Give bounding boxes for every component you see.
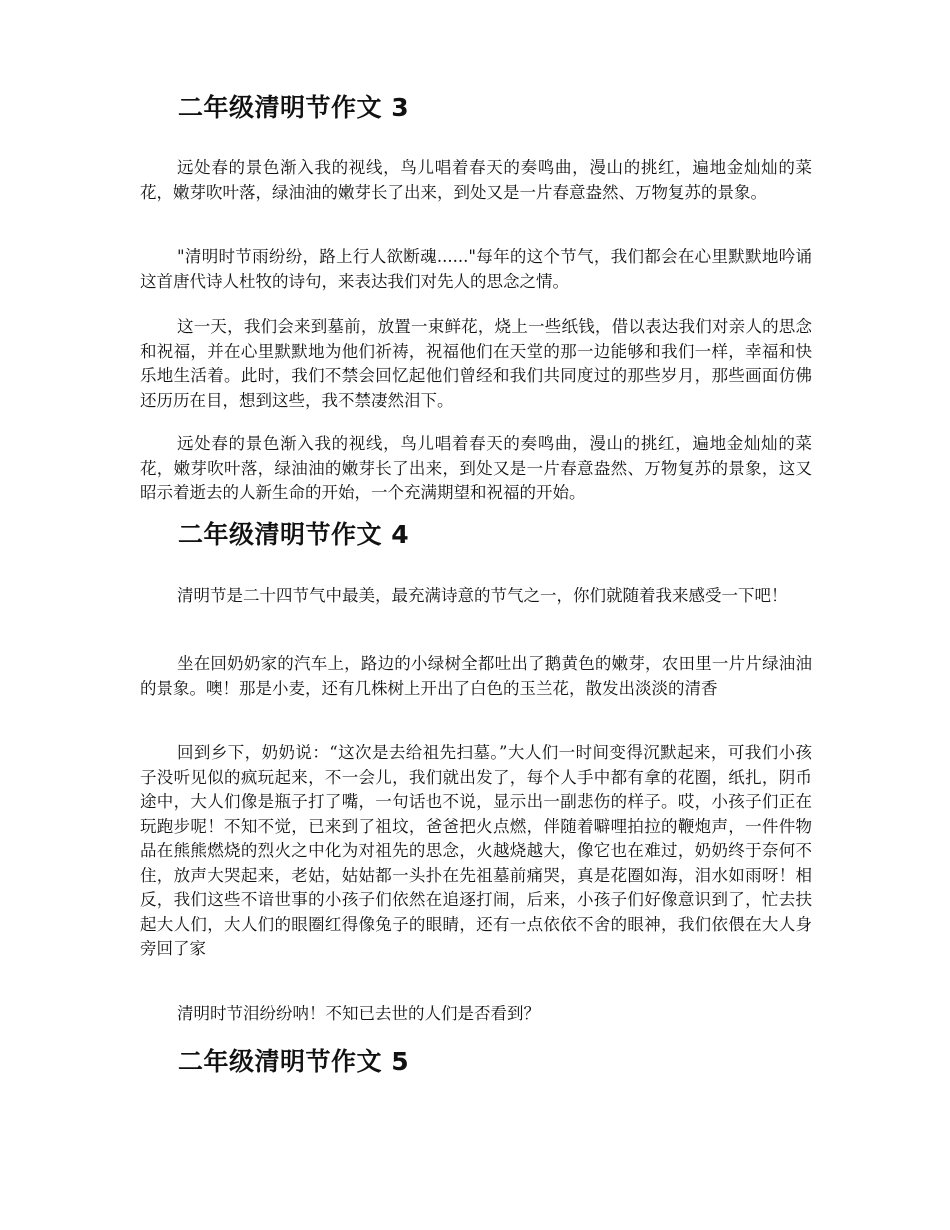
paragraph: 这一天，我们会来到墓前，放置一束鲜花，烧上一些纸钱，借以表达我们对亲人的思念和祝福，并在心里默默地为他们祈祷，祝福他们在天堂的那一边能够和我们一样，幸福和快乐地生活着。此时，我们不禁会回忆起他们曾经和我们共同度过的那些岁月，那些画面仿佛还历历在目，想到这些，我不禁凄然泪下。 <box>140 317 812 410</box>
section-heading-5: 二年级清明节作文 5 <box>178 1047 410 1076</box>
paragraph: "清明时节雨纷纷，路上行人欲断魂......"每年的这个节气，我们都会在心里默默地吟诵这首唐代诗人杜牧的诗句，来表达我们对先人的思念之情。 <box>140 247 812 291</box>
paragraph: 清明节是二十四节气中最美，最充满诗意的节气之一，你们就随着我来感受一下吧！ <box>177 586 788 605</box>
paragraph: 回到乡下，奶奶说：“这次是去给祖先扫墓。”大人们一时间变得沉默起来，可我们小孩子没听见似的疯玩起来，不一会儿，我们就出发了，每个人手中都有拿的花圈，纸扎，阴币途中，大人们像是瓶子打了嘴，一句话也不说，显示出一副悲伤的样子。哎，小孩子们正在玩跑步呢！不知不觉，已来到了祖坟，爸爸把火点燃，伴随着噼哩拍拉的鞭炮声，一件件物品在熊熊燃烧的烈火之中化为对祖先的思念，火越烧越大，像它也在难过，奶奶终于奈何不住，放声大哭起来，老姑，姑姑都一头扑在先祖墓前痛哭，真是花圈如海，泪水如雨呀！相反，我们这些不谙世事的小孩子们依然在追逐打闹，后来，小孩子们好像意识到了，忙去扶起大人们，大人们的眼圈红得像兔子的眼睛，还有一点依依不舍的眼神，我们依偎在大人身旁回了家 <box>140 743 812 958</box>
paragraph: 坐在回奶奶家的汽车上，路边的小绿树全都吐出了鹅黄色的嫩芽，农田里一片片绿油油的景象。噢！那是小麦，还有几株树上开出了白色的玉兰花，散发出淡淡的清香 <box>140 654 812 698</box>
section-heading-4: 二年级清明节作文 4 <box>178 520 410 549</box>
section-heading-3: 二年级清明节作文 3 <box>178 93 410 122</box>
paragraph: 远处春的景色渐入我的视线，鸟儿唱着春天的奏鸣曲，漫山的挑红，遍地金灿灿的菜花，嫩芽吹叶落，绿油油的嫩芽长了出来，到处又是一片春意盎然、万物复苏的景象，这又昭示着逝去的人新生命的开始，一个充满期望和祝福的开始。 <box>140 434 812 502</box>
paragraph: 远处春的景色渐入我的视线，鸟儿唱着春天的奏鸣曲，漫山的挑红，遍地金灿灿的菜花，嫩芽吹叶落，绿油油的嫩芽长了出来，到处又是一片春意盎然、万物复苏的景象。 <box>140 158 812 202</box>
paragraph: 清明时节泪纷纷呐！不知已去世的人们是否看到？ <box>177 1004 540 1023</box>
